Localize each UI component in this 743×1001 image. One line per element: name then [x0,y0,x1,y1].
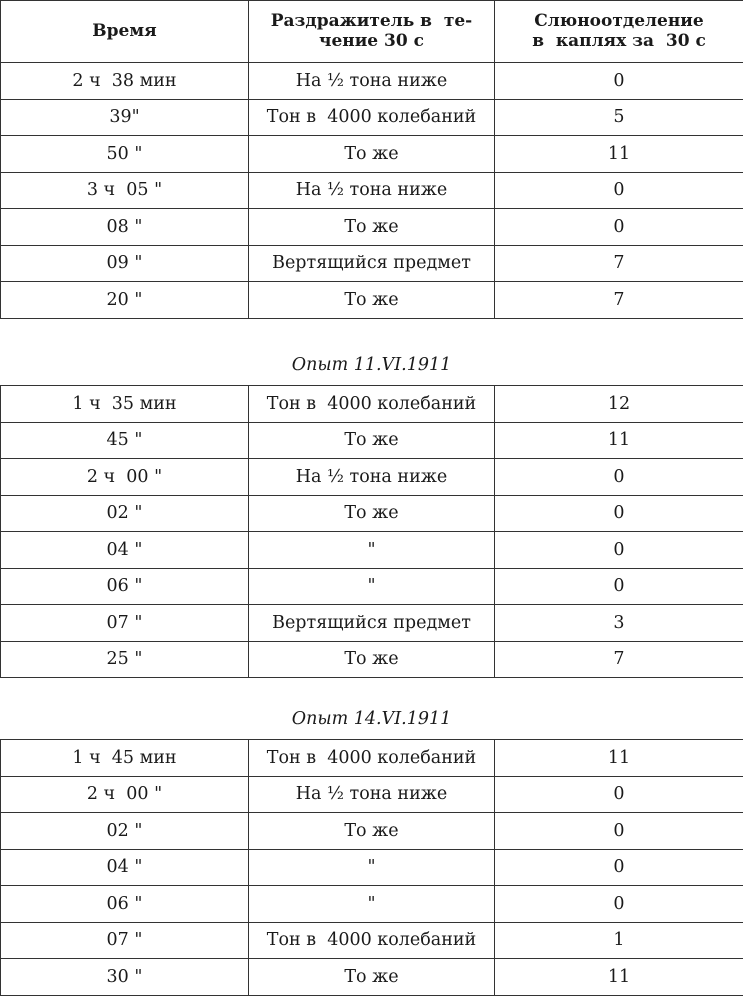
salivation-cell: 0 [495,459,743,496]
experiment-caption-3: Опыт 14.VI.1911 [291,709,452,729]
time-cell: 2 ч 00 " [1,776,249,813]
time-cell: 1 ч 45 мин [1,740,249,777]
time-cell: 45 " [1,422,249,459]
time-cell: 25 " [1,641,249,678]
table-row [1,849,743,886]
salivation-cell: 0 [495,209,743,246]
time-cell: 1 ч 35 мин [1,386,249,423]
stimulus-cell: Вертящийся предмет [249,245,495,282]
table-row [1,922,743,959]
header-stimulus-line2: чение 30 с [319,30,424,51]
time-cell: 2 ч 00 " [1,459,249,496]
time-cell: 09 " [1,245,249,282]
table-row [1,959,743,996]
salivation-cell: 0 [495,568,743,605]
time-cell: 06 " [1,568,249,605]
salivation-cell: 0 [495,63,743,100]
table-row [1,99,743,136]
salivation-cell: 0 [495,813,743,850]
salivation-cell: 0 [495,532,743,569]
experiment-table-3 [0,739,743,996]
salivation-cell: 0 [495,495,743,532]
table-row [1,495,743,532]
stimulus-cell: " [249,886,495,923]
salivation-cell: 11 [495,136,743,173]
salivation-cell: 3 [495,605,743,642]
stimulus-cell: Тон в 4000 колебаний [249,99,495,136]
time-cell: 50 " [1,136,249,173]
stimulus-cell: На ½ тона ниже [249,459,495,496]
salivation-cell: 11 [495,959,743,996]
stimulus-cell: " [249,568,495,605]
stimulus-cell: Тон в 4000 колебаний [249,386,495,423]
stimulus-cell: То же [249,959,495,996]
stimulus-cell: " [249,532,495,569]
table-row [1,740,743,777]
table-row [1,886,743,923]
table-row [1,282,743,319]
salivation-cell: 5 [495,99,743,136]
time-cell: 02 " [1,495,249,532]
experiment-table-2 [0,385,743,678]
table-row [1,245,743,282]
table-row [1,776,743,813]
salivation-cell: 0 [495,172,743,209]
stimulus-cell: На ½ тона ниже [249,63,495,100]
time-cell: 30 " [1,959,249,996]
stimulus-cell: На ½ тона ниже [249,776,495,813]
header-stimulus [249,1,495,63]
stimulus-cell: То же [249,495,495,532]
time-cell: 02 " [1,813,249,850]
salivation-cell: 12 [495,386,743,423]
table-row [1,172,743,209]
stimulus-cell: То же [249,813,495,850]
time-cell: 20 " [1,282,249,319]
header-salivation-line1: Слюноотделение [534,10,704,31]
stimulus-cell: То же [249,136,495,173]
table-row [1,641,743,678]
salivation-cell: 7 [495,641,743,678]
stimulus-cell: " [249,849,495,886]
stimulus-cell: Вертящийся предмет [249,605,495,642]
stimulus-cell: То же [249,641,495,678]
stimulus-cell: То же [249,422,495,459]
header-time: Время [1,1,249,63]
salivation-cell: 1 [495,922,743,959]
time-cell: 04 " [1,532,249,569]
table-row [1,422,743,459]
stimulus-cell: То же [249,209,495,246]
table-row [1,459,743,496]
table-row [1,568,743,605]
salivation-cell: 0 [495,849,743,886]
experiment-table-1 [0,0,743,319]
table-row [1,813,743,850]
header-stimulus-line1: Раздражитель в те- [270,10,473,31]
table-row [1,209,743,246]
salivation-cell: 0 [495,776,743,813]
stimulus-cell: На ½ тона ниже [249,172,495,209]
stimulus-cell: Тон в 4000 колебаний [249,922,495,959]
time-cell: 39" [1,99,249,136]
salivation-cell: 7 [495,245,743,282]
table-row [1,605,743,642]
salivation-cell: 7 [495,282,743,319]
table-row [1,386,743,423]
table-row [1,136,743,173]
header-row [1,1,743,63]
salivation-cell: 11 [495,422,743,459]
salivation-cell: 11 [495,740,743,777]
time-cell: 04 " [1,849,249,886]
experiment-caption-2: Опыт 11.VI.1911 [291,355,452,375]
time-cell: 08 " [1,209,249,246]
stimulus-cell: То же [249,282,495,319]
time-cell: 07 " [1,922,249,959]
header-salivation [495,1,743,63]
time-cell: 07 " [1,605,249,642]
salivation-cell: 0 [495,886,743,923]
table-row [1,63,743,100]
time-cell: 06 " [1,886,249,923]
header-salivation-line2: в каплях за 30 с [532,30,706,51]
time-cell: 3 ч 05 " [1,172,249,209]
stimulus-cell: Тон в 4000 колебаний [249,740,495,777]
time-cell: 2 ч 38 мин [1,63,249,100]
table-row [1,532,743,569]
